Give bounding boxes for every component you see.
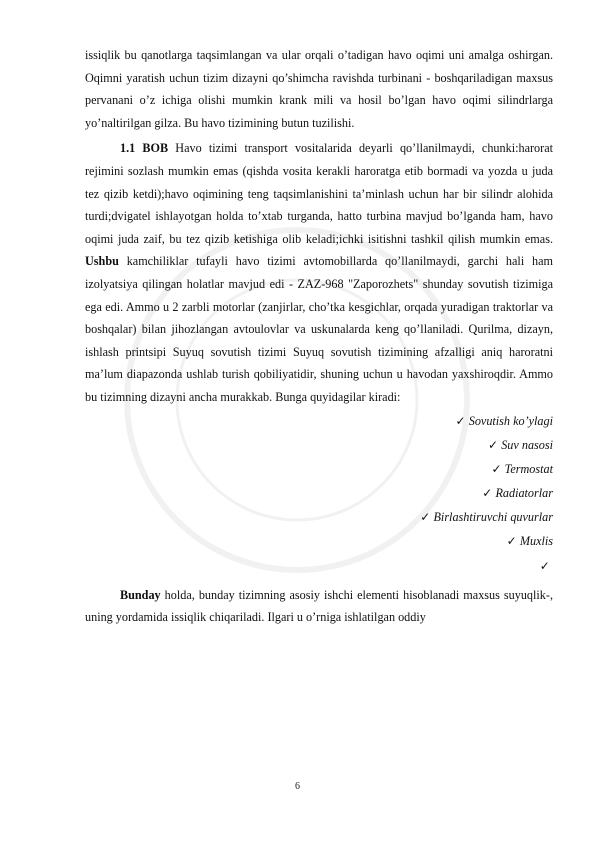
list-item-label: Suv nasosi bbox=[501, 437, 553, 452]
bold-word-ushbu: Ushbu bbox=[85, 254, 119, 269]
checkmark-icon: ✓ bbox=[455, 413, 466, 428]
list-item bbox=[85, 433, 553, 457]
checkmark-icon: ✓ bbox=[487, 437, 499, 452]
list-item bbox=[85, 505, 553, 529]
bold-word-bunday: Bunday bbox=[120, 587, 161, 602]
page-number: 6 bbox=[295, 781, 300, 792]
list-item bbox=[85, 481, 553, 505]
list-item bbox=[85, 457, 553, 481]
list-item bbox=[85, 529, 553, 553]
paragraph-2-text-a: Havo tizimi transport vositalarida deyarli qo’llanilmaydi, chunki:harorat rejimini sozlash mumkin emas (qishda vosita kerakli haroratga etib bormadi va yozda u juda tez qizib ketdi);havo oqimining teng taqsimlanishini ta’minlash uchun har bir silindr alohida turdi;dvigatel ishlayotgan holda to’xtab turganda, hatto turbina mavjud bo’lganda ham, havo oqimi juda zaif, bu tez qizib ketishiga olib keladi;ichki isitishni tashkil qilish mumkin emas. bbox=[85, 141, 553, 246]
paragraph-1: issiqlik bu qanotlarga taqsimlangan va ular orqali o’tadigan havo oqimi uni amalga oshirgan. Oqimni yaratish uchun tizim dizayni qo’shimcha ravishda turbinani - boshqariladigan maxsus pervanani o’z ichiga olishi mumkin krank mili va hosil bo’lgan havo oqimi silindrlarga yo’naltirilgan gilza. Bu havo tizimining butun tuzilishi. bbox=[85, 48, 553, 130]
list-item bbox=[85, 409, 553, 433]
list-item bbox=[85, 554, 553, 578]
list-item-label: Muxlis bbox=[519, 534, 553, 549]
checkmark-icon: ✓ bbox=[539, 558, 550, 573]
list-item-label: Radiatorlar bbox=[495, 486, 553, 501]
list-item-label: Sovutish ko’ylagi bbox=[468, 413, 553, 428]
paragraph-2-text-b: kamchiliklar tufayli havo tizimi avtomobillarda qo’llanilmaydi, garchi hali ham izolyatsiya qilingan holatlar mavjud edi - ZAZ-968 "Zaporozhets" shunday sovutish tizimiga ega edi. Ammo u 2 zarbli motorlar (zanjirlar, cho’tka kesgichlar, orqada yuradigan traktorlar va boshqalar) bilan jihozlangan avtoulovlar va uskunalarda keng qo’llaniladi. Qurilma, dizayn, ishlash printsipi Suyuq sovutish tizimi Suyuq sovutish tizimining afzalligi aniq haroratni ma’lum diapazonda ushlab turish qobiliyatidir, shuning uchun u havodan yaxshiroqdir. Ammo bu tizimning dizayni ancha murakkab. Bunga quyidagilar kiradi: bbox=[85, 254, 553, 404]
checkmark-icon: ✓ bbox=[482, 486, 493, 501]
component-list bbox=[85, 409, 553, 578]
list-item-label: Birlashtiruvchi quvurlar bbox=[433, 510, 553, 525]
body-text bbox=[85, 44, 553, 629]
chapter-heading: 1.1 BOB bbox=[120, 141, 169, 156]
checkmark-icon: ✓ bbox=[506, 534, 517, 549]
paragraph-3 bbox=[85, 584, 553, 629]
paragraph-3-text: holda, bunday tizimning asosiy ishchi elementi hisoblanadi maxsus suyuqlik-, uning yordamida issiqlik chiqariladi. Ilgari u o’rniga ishlatilgan oddiy bbox=[85, 587, 553, 625]
checkmark-icon: ✓ bbox=[491, 461, 502, 476]
list-item-label: Termostat bbox=[504, 461, 553, 476]
checkmark-icon: ✓ bbox=[420, 510, 431, 525]
paragraph-2 bbox=[85, 137, 553, 408]
